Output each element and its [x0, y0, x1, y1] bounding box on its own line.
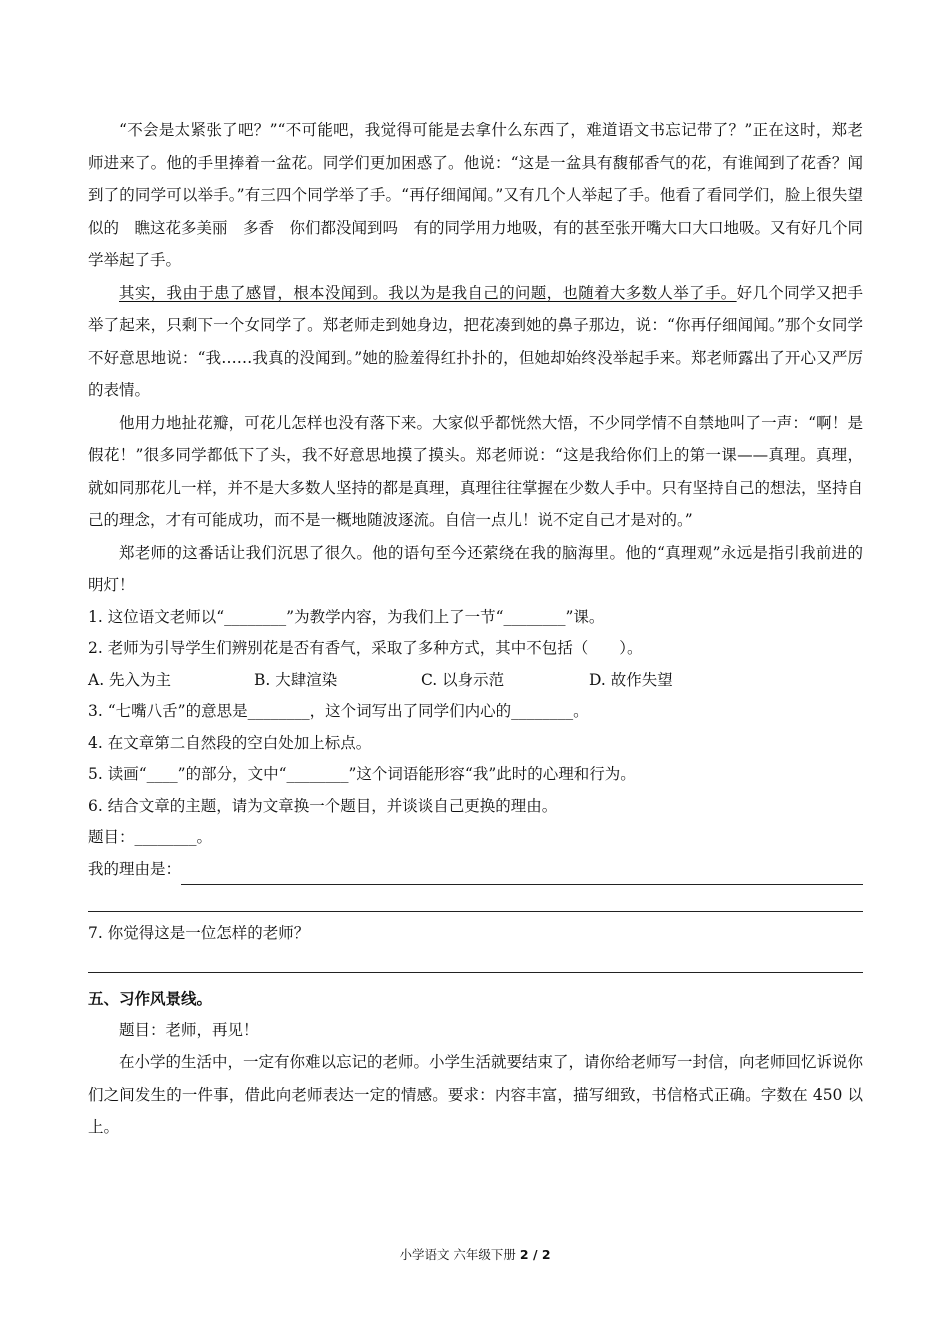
question-1: 1. 这位语文老师以“________”为教学内容，为我们上了一节“________”课。	[88, 607, 605, 626]
question-3: 3. “七嘴八舌”的意思是________，这个词写出了同学们内心的________。	[88, 702, 589, 720]
option-b: B. 大肆渲染	[254, 670, 338, 689]
document-page	[88, 114, 863, 1144]
paragraph-2-rest: 好几个同学又把手举了起来，只剩下一个女同学了。郑老师走到她身边，把花凑到她的鼻子那边，说：“你再仔细闻闻。”那个女同学不好意思地说：“我……我真的没闻到。”她的脸羞得红扑扑的，但她却始终没举起手来。郑老师露出了开心又严厉的表情。	[88, 283, 863, 399]
underlined-sentence: 其实，我由于患了感冒，根本没闻到。我以为是我自己的问题，也随着大多数人举了手。	[119, 283, 737, 302]
section-5-body: 在小学的生活中，一定有你难以忘记的老师。小学生活就要结束了，请你给老师写一封信，向老师回忆诉说你们之间发生的一件事，借此向老师表达一定的情感。要求：内容丰富，描写细致，书信格式正确。字数在 450 以上。	[88, 1053, 864, 1136]
passage-paragraph-1: “不会是太紧张了吧？”“不可能吧，我觉得可能是去拿什么东西了，难道语文书忘记带了？”正在这时，郑老师进来了。他的手里捧着一盆花。同学们更加困惑了。他说：“这是一盆具有馥郁香气的花，有谁闻到了花香？闻到了的同学可以举手。”有三四个同学举了手。“再仔细闻闻。”又有几个人举起了手。他看了看同学们，脸上很失望似的 瞧这花多美丽 多香 你们都没闻到吗 有的同学用力地吸，有的甚至张开嘴大口大口地吸。又有好几个同学举起了手。	[88, 121, 864, 269]
section-5-topic: 题目：老师，再见！	[119, 1020, 259, 1039]
question-6-title: 题目：________。	[88, 828, 213, 846]
passage-paragraph-2	[88, 277, 863, 407]
question-7: 7. 你觉得这是一位怎样的老师？	[88, 924, 310, 942]
question-2: 2. 老师为引导学生们辨别花是否有香气，采取了多种方式，其中不包括（ ）。	[88, 639, 643, 657]
option-d: D. 故作失望	[589, 670, 673, 689]
page-number: 2 / 2	[519, 1247, 551, 1262]
page-footer	[0, 1245, 950, 1263]
answer-line-7[interactable]	[88, 950, 863, 973]
question-5: 5. 读画“____”的部分，文中“________”这个词语能形容“我”此时的心理和行为。	[88, 765, 636, 783]
reason-answer-line[interactable]	[181, 866, 863, 885]
question-6-reason	[88, 854, 863, 886]
passage-paragraph-4: 郑老师的这番话让我们沉思了很久。他的语句至今还萦绕在我的脑海里。他的“真理观”永远是指引我前进的明灯！	[88, 543, 863, 594]
option-c: C. 以身示范	[421, 670, 505, 689]
footer-label: 小学语文 六年级下册	[399, 1247, 520, 1262]
question-6: 6. 结合文章的主题，请为文章换一个题目，并谈谈自己更换的理由。	[88, 796, 558, 815]
reason-label: 我的理由是：	[88, 859, 182, 878]
passage-paragraph-3: 他用力地扯花瓣，可花儿怎样也没有落下来。大家似乎都恍然大悟，不少同学情不自禁地叫了一声：“啊！是假花！”很多同学都低下了头，我不好意思地摸了摸头。郑老师说：“这是我给你们上的第一课——真理。真理，就如同那花儿一样，并不是大多数人坚持的都是真理，真理往往掌握在少数人手中。只有坚持自己的想法，坚持自己的理念，才有可能成功，而不是一概地随波逐流。自信一点儿！说不定自己才是对的。”	[88, 413, 864, 529]
option-a: A. 先入为主	[88, 670, 172, 689]
question-2-options	[88, 665, 863, 697]
section-5-title: 五、习作风景线。	[88, 988, 213, 1008]
answer-line-6b[interactable]	[88, 885, 863, 912]
question-4: 4. 在文章第二自然段的空白处加上标点。	[88, 733, 372, 752]
